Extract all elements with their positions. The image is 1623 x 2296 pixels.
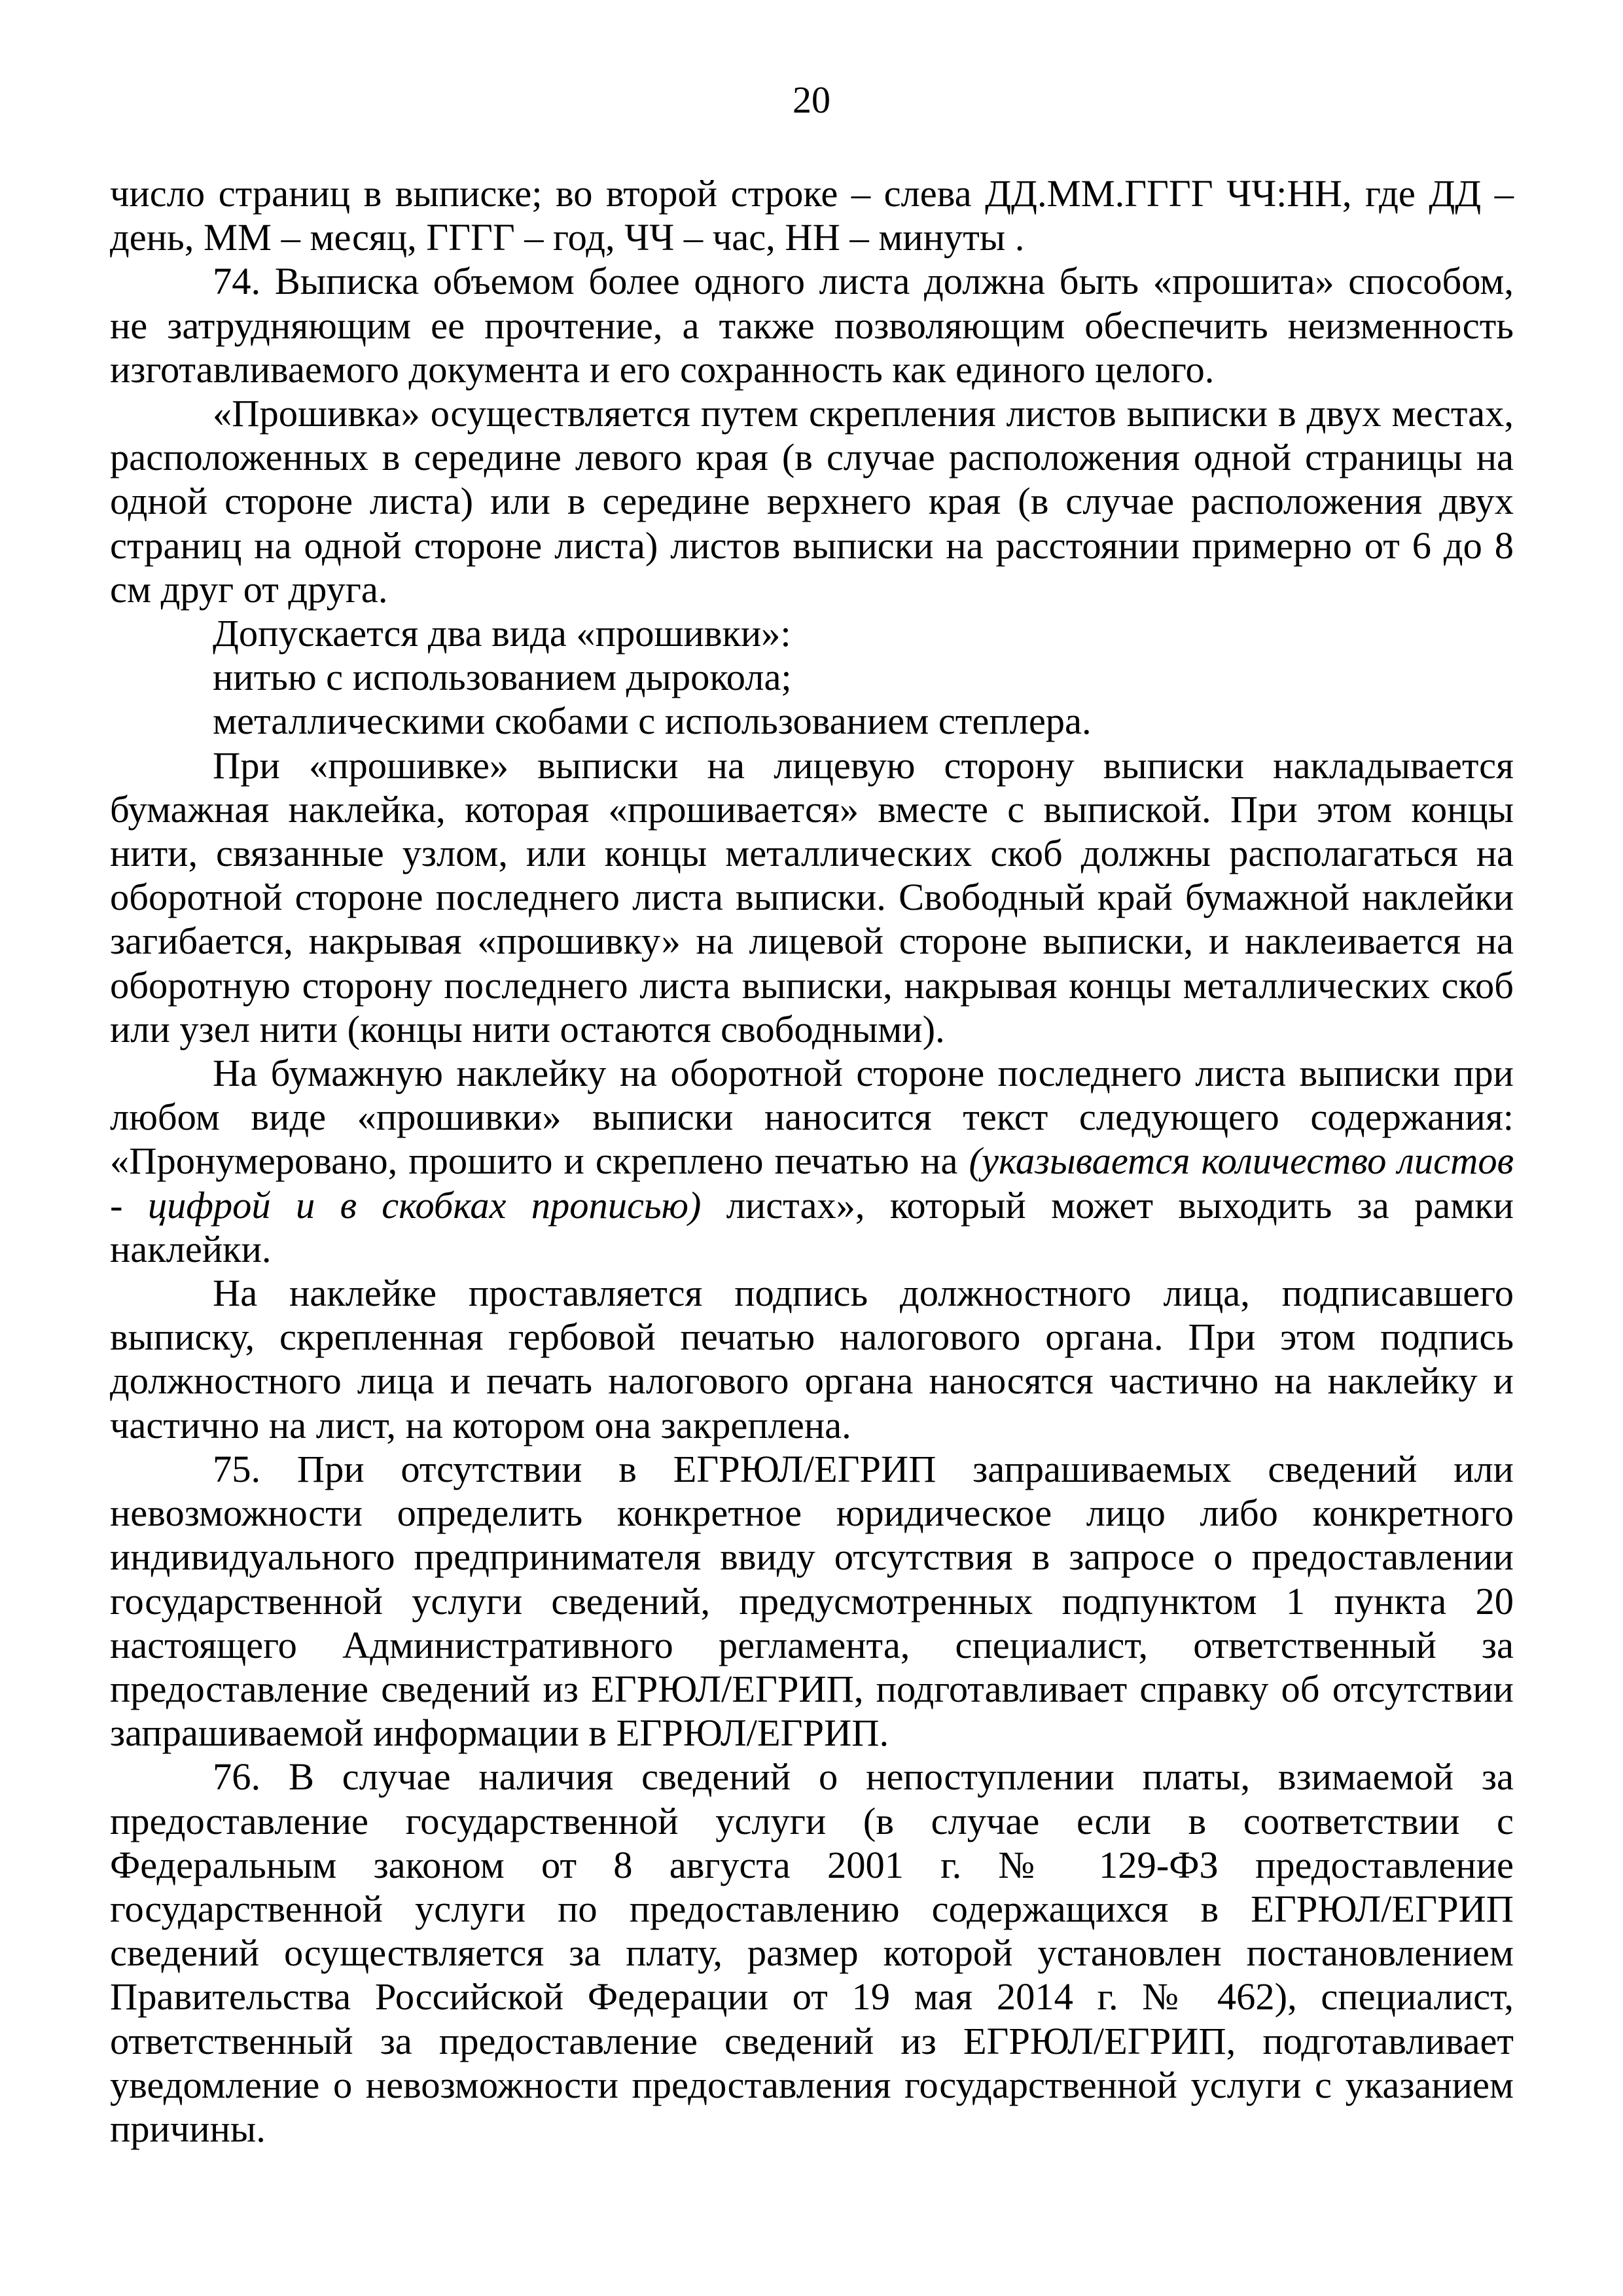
page-number: 20 <box>793 79 830 121</box>
paragraph-signature: На наклейке проставляется подпись должностного лица, подписавшего выписку, скрепленная гербовой печатью налогового органа. При этом подпись должностного лица и печать налогового органа наносятся частично на наклейку и частично на лист, на котором она закреплена. <box>110 1272 1514 1446</box>
sticker-text-before: На бумажную наклейку на оборотной стороне последнего листа выписки при любом виде «прошивки» выписки наносится текст следующего содержания: «Пронумеровано, прошито и скреплено печатью на <box>110 1052 1514 1183</box>
paragraph-sticker-text <box>110 1051 1514 1271</box>
paragraph-continuation: число страниц в выписке; во второй строке – слева ДД.ММ.ГГГГ ЧЧ:НН, где ДД – день, ММ – месяц, ГГГГ – год, ЧЧ – час, НН – минуты . <box>110 172 1514 259</box>
paragraph-thread: нитью с использованием дырокола; <box>213 656 792 699</box>
paragraph-stitching: «Прошивка» осуществляется путем скрепления листов выписки в двух местах, расположенных в середине левого края (в случае расположения одной страницы на одной стороне листа) или в середине верхнего края (в случае расположения двух страниц на одной стороне листа) листов выписки на расстоянии примерно от 6 до 8 см друг от друга. <box>110 392 1514 611</box>
paragraph-74: 74. Выписка объемом более одного листа должна быть «прошита» способом, не затрудняющим ее прочтение, а также позволяющим обеспечить неизменность изготавливаемого документа и его сохранность как единого целого. <box>110 260 1514 391</box>
sticker-text-italic: (указывается количество листов - цифрой и в скобках прописью) <box>110 1139 1514 1227</box>
sticker-text-after: листах», который может выходить за рамки наклейки. <box>110 1183 1514 1270</box>
paragraph-stitching-types: Допускается два вида «прошивки»: <box>213 612 791 655</box>
paragraph-76: 76. В случае наличия сведений о непоступлении платы, взимаемой за предоставление государственной услуги (в случае если в соответствии с Федеральным законом от 8 августа 2001 г. № 129-ФЗ предоставление государственной услуги по предоставлению содержащихся в ЕГРЮЛ/ЕГРИП сведений осуществляется за плату, размер которой установлен постановлением Правительства Российской Федерации от 19 мая 2014 г. № 462), специалист, ответственный за предоставление сведений из ЕГРЮЛ/ЕГРИП, подготавливает уведомление о невозможности предоставления государственной услуги с указанием причины. <box>110 1755 1514 2150</box>
paragraph-sticker: При «прошивке» выписки на лицевую сторону выписки накладывается бумажная наклейка, которая «прошивается» вместе с выпиской. При этом концы нити, связанные узлом, или концы металлических скоб должны располагаться на оборотной стороне последнего листа выписки. Свободный край бумажной наклейки загибается, накрывая «прошивку» на лицевой стороне выписки, и наклеивается на оборотную сторону последнего листа выписки, накрывая концы металлических скоб или узел нити (концы нити остаются свободными). <box>110 744 1514 1050</box>
document-body <box>110 171 1514 2151</box>
paragraph-75: 75. При отсутствии в ЕГРЮЛ/ЕГРИП запрашиваемых сведений или невозможности определить конкретное юридическое лицо либо конкретного индивидуального предпринимателя ввиду отсутствия в запросе о предоставлении государственной услуги сведений, предусмотренных подпунктом 1 пункта 20 настоящего Административного регламента, специалист, ответственный за предоставление сведений из ЕГРЮЛ/ЕГРИП, подготавливает справку об отсутствии запрашиваемой информации в ЕГРЮЛ/ЕГРИП. <box>110 1447 1514 1755</box>
paragraph-staples: металлическими скобами с использованием степлера. <box>213 700 1092 743</box>
